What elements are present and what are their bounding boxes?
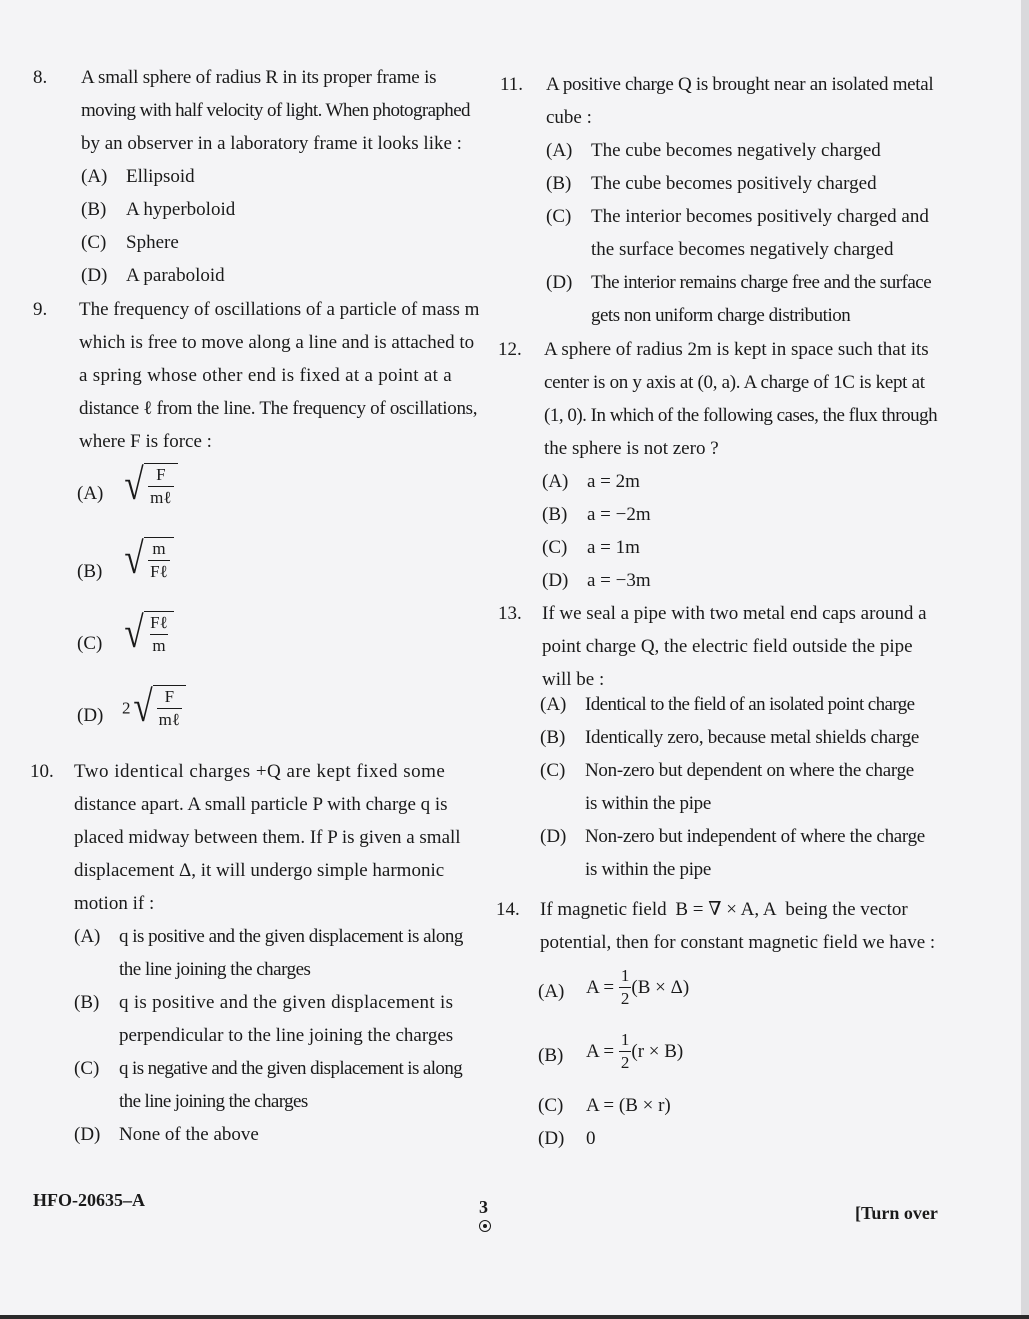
option-d: (D) 2 √ $\frac{F}{\text{mℓ}}$	[77, 685, 483, 745]
sqrt-expression: √ $\frac{\text{Fℓ}}{m}$	[122, 611, 483, 657]
question-number: 8.	[33, 67, 48, 88]
turn-over-label: [Turn over	[855, 1203, 938, 1223]
question-number: 11.	[500, 74, 524, 95]
question-text-line: moving with half velocity of light. When photographed	[81, 100, 470, 121]
scan-edge	[1021, 0, 1029, 1319]
question-10: 10. Two identical charges +Q are kept fixed some distance apart. A small particle P with charge q is placed midway between them. If P is given a small displacement Δ, it will undergo simple harmonic motion if : (A) q is positive and the given displacement is along the line joining the charges (B) q is positive and the given displacement is perpendicular to the line joining the charges (C) q is negative and the given displacement is along the line joining the charges (D) None of the above	[30, 755, 485, 1155]
question-text-line: which is free to move along a line and is attached to	[79, 332, 475, 353]
sqrt-icon: √	[124, 460, 144, 509]
question-number: 10.	[30, 761, 54, 782]
question-11: 11. A positive charge Q is brought near an isolated metal cube : (A) The cube becomes negatively charged (B) The cube becomes positively charged (C) The interior becomes positively charged and the surface becomes negatively charged (D) The interior remains charge free and the surface gets non uniform charge distribution	[500, 68, 950, 333]
page-number: 3	[479, 1197, 488, 1217]
sqrt-icon: √	[132, 682, 153, 731]
question-text-line: where F is force :	[79, 431, 212, 452]
sqrt-expression: √ $\frac{F}{\text{mℓ}}$	[122, 463, 483, 509]
scan-edge-bottom	[0, 1315, 1029, 1319]
option-b: (B) √ $\frac{m}{\text{Fℓ}}$	[77, 537, 483, 597]
sqrt-icon: √	[124, 608, 144, 657]
question-number: 14.	[496, 899, 520, 920]
question-text-line: Two identical charges +Q are kept fixed some	[74, 761, 446, 782]
sqrt-expression: √ $\frac{m}{\text{Fℓ}}$	[122, 537, 483, 583]
question-number: 12.	[498, 339, 522, 360]
question-text-line: center is on y axis at (0, a). A charge of 1C is kept at	[544, 372, 925, 393]
question-text-line: the sphere is not zero ?	[544, 438, 719, 459]
question-13: 13. If we seal a pipe with two metal end caps around a point charge Q, the electric field outside the pipe will be : (A) Identical to the field of an isolated point charge (B) Identically zero, because metal shields charge (C) Non-zero but dependent on where the charge is within the pipe (D) Non-zero but independent of where the charge is within the pipe	[498, 597, 950, 887]
question-8: 8. A small sphere of radius R in its proper frame is moving with half velocity of light. When photographed by an observer in a laboratory frame it looks like : (A) Ellipsoid (B) A hyperboloid (C) Sphere (D) A paraboloid	[33, 61, 483, 301]
vector-equation: B = ∇ × A, A	[675, 899, 777, 920]
question-text-line: a spring whose other end is fixed at a point at a	[79, 365, 452, 386]
question-12: 12. A sphere of radius 2m is kept in space such that its center is on y axis at (0, a). A charge of 1C is kept at (1, 0). In which of the following cases, the flux through the sphere is not zero ? (A) a = 2m (B) a = −2m (C) a = 1m (D) a = −3m	[498, 333, 950, 598]
question-text-line: distance apart. A small particle P with charge q is	[74, 794, 448, 815]
question-text-line: A positive charge Q is brought near an isolated metal	[546, 74, 934, 95]
question-text-line: point charge Q, the electric field outside the pipe	[542, 636, 913, 657]
sqrt-icon: √	[124, 534, 144, 583]
question-text-line: cube :	[546, 107, 592, 128]
question-9	[33, 293, 483, 753]
question-text-line: distance ℓ from the line. The frequency of oscillations,	[79, 398, 478, 419]
question-text-line: (1, 0). In which of the following cases, the flux through	[544, 405, 938, 426]
circle-dot-icon	[479, 1220, 491, 1232]
question-text-line: displacement Δ, it will undergo simple harmonic	[74, 860, 445, 881]
question-text-line: The frequency of oscillations of a particle of mass m	[79, 299, 480, 320]
option-a: (A) A = $\frac{1}{2}$ (B × Δ)	[538, 966, 690, 1008]
option-a: (A) √ $\frac{F}{\text{mℓ}}$	[77, 463, 483, 523]
question-number: 9.	[33, 299, 48, 320]
question-number: 13.	[498, 603, 522, 624]
question-text-line: If magnetic field B = ∇ × A, A being the vector	[540, 899, 908, 920]
question-text-line: A sphere of radius 2m is kept in space such that its	[544, 339, 929, 360]
question-text-line: will be :	[542, 669, 605, 690]
question-text-line: placed midway between them. If P is given a small	[74, 827, 461, 848]
option-c: (C) √ $\frac{\text{Fℓ}}{m}$	[77, 611, 483, 671]
question-14: 14. If magnetic field B = ∇ × A, A being the vector potential, then for constant magnetic field we have : (A) A = $\frac{1}{2}$ (B × Δ) (B) A = $\frac{1}{2}$ (r × B) (C) A = (B × r) (D) 0	[496, 893, 950, 1153]
question-text-line: If we seal a pipe with two metal end caps around a	[542, 603, 927, 624]
question-text-line: by an observer in a laboratory frame it looks like :	[81, 133, 462, 154]
question-text-line: A small sphere of radius R in its proper frame is	[81, 67, 437, 88]
option-b: (B) A = $\frac{1}{2}$ (r × B)	[538, 1030, 684, 1072]
booklet-code: HFO-20635–A	[33, 1190, 145, 1210]
question-text-line: potential, then for constant magnetic field we have :	[540, 932, 936, 953]
sqrt-expression: 2 √ $\frac{F}{\text{mℓ}}$	[122, 685, 483, 731]
question-text-line: motion if :	[74, 893, 155, 914]
